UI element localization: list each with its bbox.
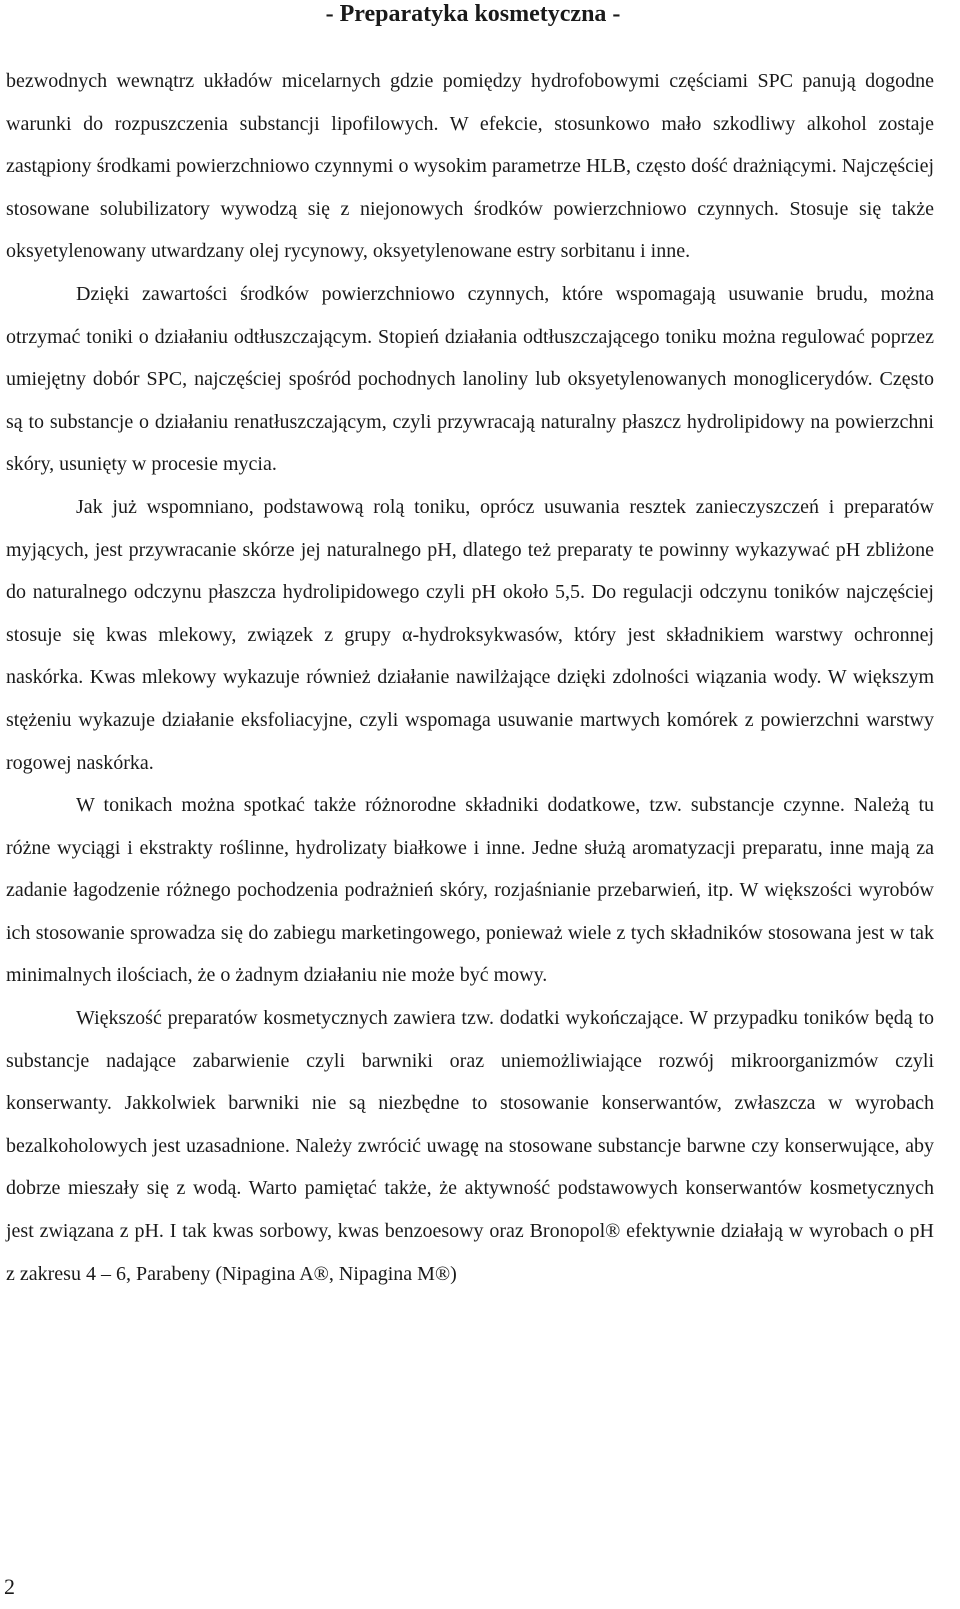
paragraph-4: W tonikach można spotkać także różnorodne składniki dodatkowe, tzw. substancje czynne. Należą tu różne wyciągi i ekstrakty roślinne, hydrolizaty białkowe i inne. Jedne służą aromatyzacji preparatu, inne mają za zadanie łagodzenie różnego pochodzenia podrażnień skóry, rozjaśnianie przebarwień, itp. W większości wyrobów ich stosowanie sprowadza się do zabiegu marketingowego, ponieważ wiele z tych składników stosowana jest w tak minimalnych ilościach, że o żadnym działaniu nie może być mowy. [6,794,934,987]
paragraph-5: Większość preparatów kosmetycznych zawiera tzw. dodatki wykończające. W przypadku toników będą to substancje nadające zabarwienie czyli barwniki oraz uniemożliwiające rozwój mikroorganizmów czyli konserwanty. Jakkolwiek barwniki nie są niezbędne to stosowanie konserwantów, zwłaszcza w wyrobach bezalkoholowych jest uzasadnione. Należy zwrócić uwagę na stosowane substancje barwne czy konserwujące, aby dobrze mieszały się z wodą. Warto pamiętać także, że aktywność podstawowych konserwantów kosmetycznych jest związana z pH. I tak kwas sorbowy, kwas benzoesowy oraz Bronopol® efektywnie działają w wyrobach o pH z zakresu 4 – 6, Parabeny (Nipagina A®, Nipagina M®) [6,1007,934,1285]
paragraph-2: Dzięki zawartości środków powierzchniowo czynnych, które wspomagają usuwanie brudu, można otrzymać toniki o działaniu odtłuszczającym. Stopień działania odtłuszczającego toniku można regulować poprzez umiejętny dobór SPC, najczęściej spośród pochodnych lanoliny lub oksyetylenowanych monoglicerydów. Często są to substancje o działaniu renatłuszczającym, czyli przywracają naturalny płaszcz hydrolipidowy na powierzchni skóry, usunięty w procesie mycia. [6,282,934,476]
page-number: 2 [4,1574,15,1599]
paragraph-3: Jak już wspomniano, podstawową rolą toniku, oprócz usuwania resztek zanieczyszczeń i preparatów myjących, jest przywracanie skórze jej naturalnego pH, dlatego też preparaty te powinny wykazywać pH zbliżone do naturalnego odczynu płaszcza hydrolipidowego czyli pH około 5,5. Do regulacji odczynu toników najczęściej stosuje się kwas mlekowy, związek z grupy α-hydroksykwasów, który jest składnikiem warstwy ochronnej naskórka. Kwas mlekowy wykazuje również działanie nawilżające dzięki zdolności wiązania wody. W większym stężeniu wykazuje działanie eksfoliacyjne, czyli wspomaga usuwanie martwych komórek z powierzchni warstwy rogowej naskórka. [6,495,934,774]
paragraph-1: bezwodnych wewnątrz układów micelarnych gdzie pomiędzy hydrofobowymi częściami SPC panują dogodne warunki do rozpuszczenia substancji lipofilowych. W efekcie, stosunkowo mało szkodliwy alkohol zostaje zastąpiony środkami powierzchniowo czynnymi o wysokim parametrze HLB, często dość drażniącymi. Najczęściej stosowane solubilizatory wywodzą się z niejonowych środków powierzchniowo czynnych. Stosuje się także oksyetylenowany utwardzany olej rycynowy, oksyetylenowane estry sorbitanu i inne. [6,70,934,263]
document-body [6,60,934,1295]
page-header-title: - Preparatyka kosmetyczna - [325,1,621,27]
